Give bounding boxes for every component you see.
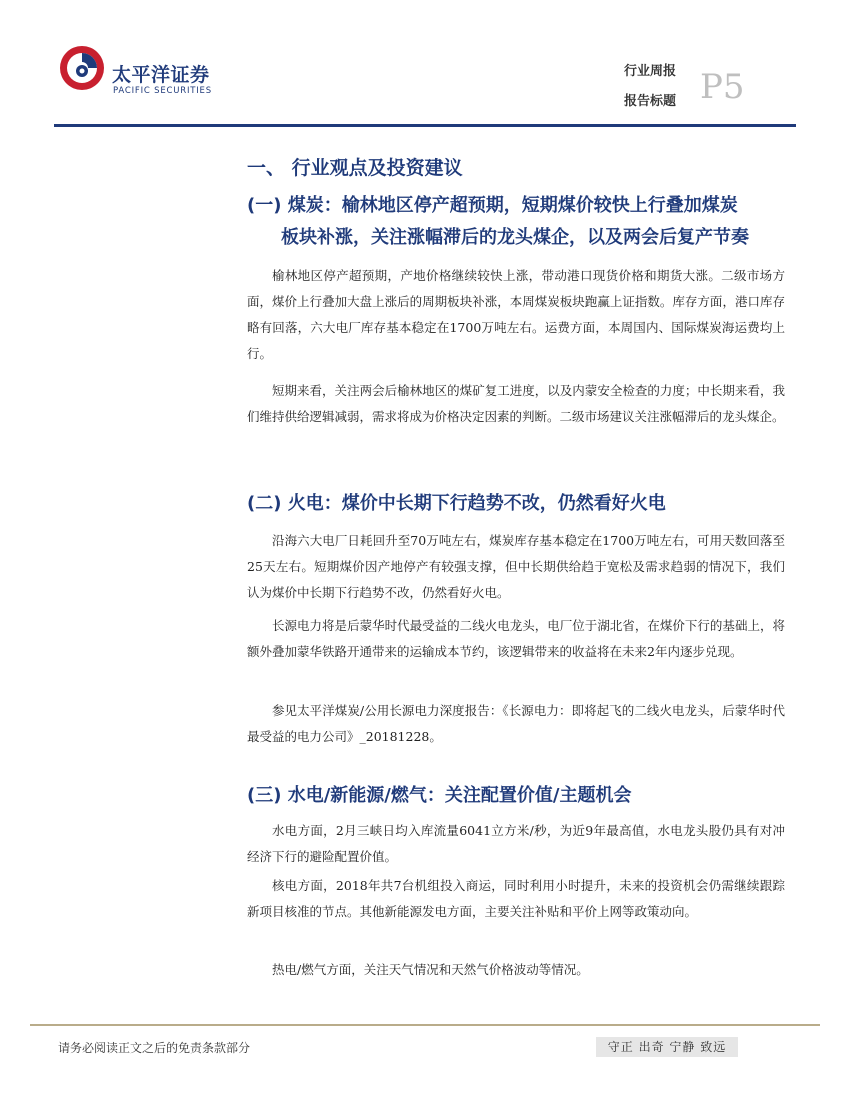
paragraph: 榆林地区停产超预期，产地价格继续较快上涨，带动港口现货价格和期货大涨。二级市场方面，煤价上行叠加大盘上涨后的周期板块补涨，本周煤炭板块跑赢上证指数。库存方面，港口库存略有回落，六大电厂库存基本稳定在1700万吨左右。运费方面，本周国内、国际煤炭海运费均上行。 [247,268,785,361]
subsection-hydro-title: (三) 水电/新能源/燃气：关注配置价值/主题机会 [247,785,632,806]
footer-disclaimer: 请务必阅读正文之后的免责条款部分 [58,1041,251,1055]
logo-text-cn: 太平洋证券 [112,64,210,86]
company-logo-icon [58,44,106,92]
paragraph: 水电方面，2月三峡日均入库流量6041立方米/秒，为近9年最高值，水电龙头股仍具有对冲经济下行的避险配置价值。 [247,823,785,864]
footer-motto: 守正 出奇 宁静 致远 [596,1037,738,1057]
subsection-coal-title [247,190,792,254]
paragraph: 长源电力将是后蒙华时代最受益的二线火电龙头，电厂位于湖北省，在煤价下行的基础上，将额外叠加蒙华铁路开通带来的运输成本节约，该逻辑带来的收益将在未来2年内逐步兑现。 [247,618,785,659]
footer-divider [30,1024,820,1026]
paragraph: 热电/燃气方面，关注天气情况和天然气价格波动等情况。 [272,962,589,977]
section-title: 一、 行业观点及投资建议 [247,157,463,179]
subsection-thermal-title: (二) 火电：煤价中长期下行趋势不改，仍然看好火电 [247,493,666,514]
logo-text-en: PACIFIC SECURITIES [113,86,212,96]
paragraph: 短期来看，关注两会后榆林地区的煤矿复工进度，以及内蒙安全检查的力度；中长期来看，我们维持供给逻辑减弱，需求将成为价格决定因素的判断。二级市场建议关注涨幅滞后的龙头煤企。 [247,383,785,424]
subsection-coal-title-line1: (一) 煤炭：榆林地区停产超预期，短期煤价较快上行叠加煤炭 [247,195,738,216]
header-divider [54,124,796,127]
paragraph: 沿海六大电厂日耗回升至70万吨左右，煤炭库存基本稳定在1700万吨左右，可用天数回落至25天左右。短期煤价因产地停产有较强支撑，但中长期供给趋于宽松及需求趋弱的情况下，我们认为煤价中长期下行趋势不改，仍然看好火电。 [247,533,785,600]
subsection-coal-title-line2: 板块补涨，关注涨幅滞后的龙头煤企，以及两会后复产节奏 [281,227,749,248]
page-number: P5 [700,67,745,107]
report-title: 报告标题 [624,94,677,109]
paragraph: 参见太平洋煤炭/公用长源电力深度报告：《长源电力：即将起飞的二线火电龙头，后蒙华时代最受益的电力公司》_20181228。 [247,703,785,744]
paragraph: 核电方面，2018年共7台机组投入商运，同时利用小时提升，未来的投资机会仍需继续跟踪新项目核准的节点。其他新能源发电方面，主要关注补贴和平价上网等政策动向。 [247,878,785,919]
report-type: 行业周报 [624,64,677,79]
